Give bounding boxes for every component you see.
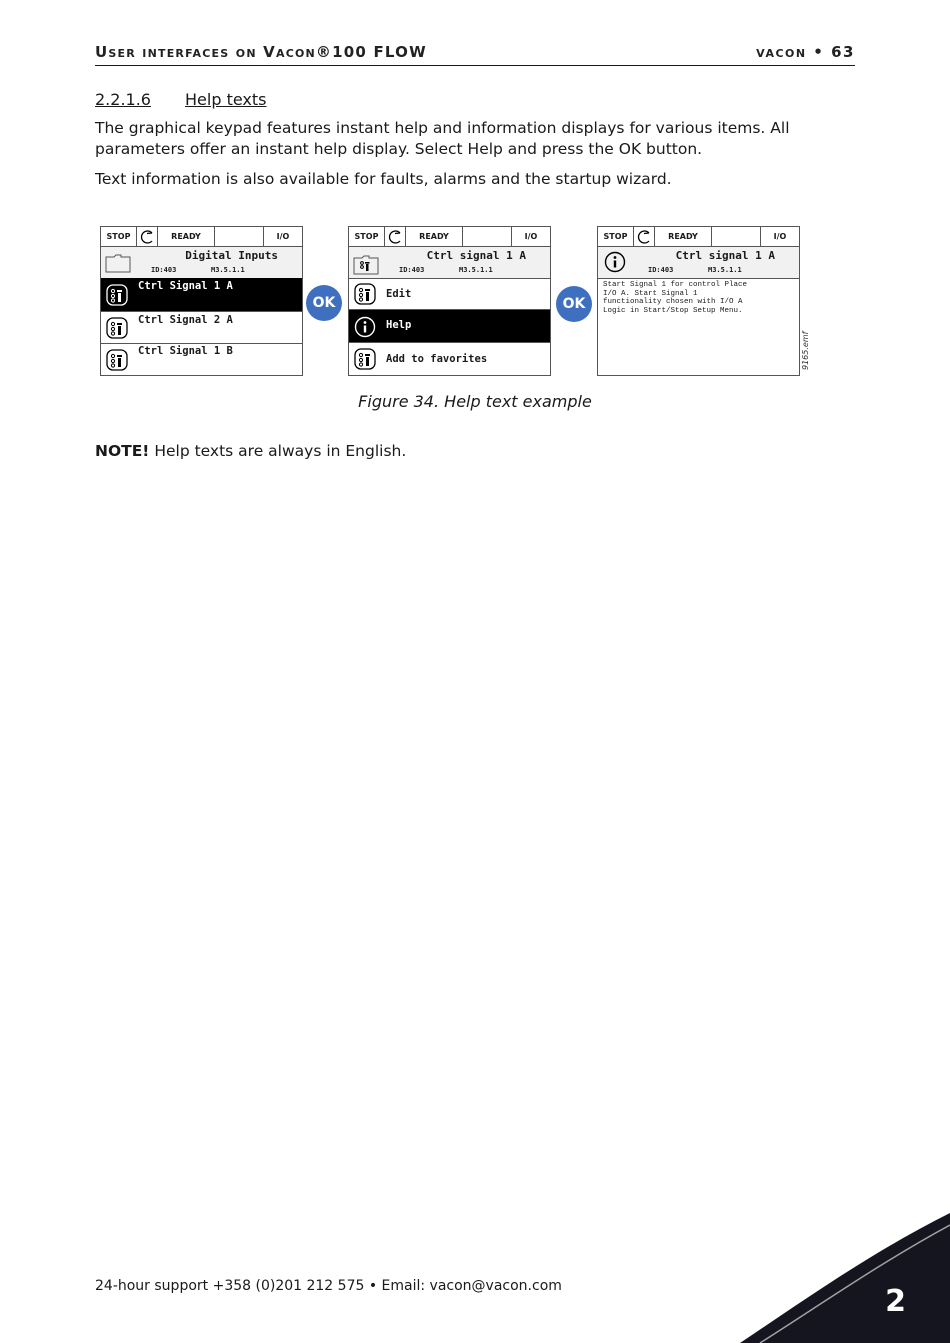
help-text-line: I/O A. Start Signal 1	[603, 289, 698, 298]
help-text-line: functionality chosen with I/O A	[603, 298, 743, 306]
menu-path: M3.5.1.1	[211, 266, 245, 274]
note	[95, 442, 406, 460]
menu-item-label: Add to favorites	[386, 353, 488, 365]
ok-button[interactable]: OK	[556, 286, 592, 322]
list-item-label: Ctrl Signal 1 B	[138, 345, 233, 357]
menu-path: M3.5.1.1	[459, 266, 493, 274]
io-folder-icon	[353, 253, 379, 279]
screen-title-bar	[101, 247, 302, 279]
rotation-icon	[634, 227, 655, 246]
corner-decoration	[740, 1213, 950, 1343]
paragraph-2: Text information is also available for faults, alarms and the startup wizard.	[95, 170, 672, 188]
keypad-screen-2	[348, 226, 551, 376]
chapter-number: 2	[885, 1284, 906, 1319]
info-icon	[604, 251, 626, 277]
menu-item-label: Edit	[386, 288, 412, 300]
help-text-line: Logic in Start/Stop Setup Menu.	[603, 306, 743, 315]
menu-path: M3.5.1.1	[708, 266, 742, 274]
page-header	[95, 43, 855, 66]
footer-support: 24-hour support +358 (0)201 212 575 • Email: vacon@vacon.com	[95, 1278, 562, 1294]
figure-caption: Figure 34. Help text example	[358, 392, 592, 411]
paragraph-1: The graphical keypad features instant help and information displays for various items. All parameters offer an instant help display. Select Help and press the OK button.	[95, 119, 790, 158]
parameter-id: ID:403	[399, 266, 425, 274]
screen-title: Digital Inputs	[185, 249, 278, 262]
screen-title: Ctrl signal 1 A	[675, 249, 775, 262]
screen-title-bar	[598, 247, 799, 279]
io-parameter-icon	[354, 348, 376, 373]
screen-title: Ctrl signal 1 A	[426, 249, 526, 262]
status-ready: READY	[158, 227, 215, 246]
help-text	[603, 281, 793, 315]
io-parameter-icon	[354, 283, 376, 308]
io-parameter-icon	[106, 349, 128, 374]
status-stop: STOP	[598, 227, 634, 246]
help-text-line: Start Signal 1 for control Place	[603, 281, 748, 289]
list-item[interactable]	[101, 312, 302, 344]
menu-item-label: Help	[386, 319, 412, 331]
rotation-icon	[137, 227, 158, 246]
keypad-screen-3	[597, 226, 800, 376]
menu-item-add-to-favorites[interactable]	[349, 343, 550, 375]
note-text: Help texts are always in English.	[149, 442, 407, 460]
list-item[interactable]	[101, 344, 302, 375]
status-bar	[598, 227, 799, 247]
status-io: I/O	[276, 232, 290, 241]
rotation-icon	[385, 227, 406, 246]
menu-item-help[interactable]	[349, 310, 550, 343]
status-bar	[101, 227, 302, 247]
list-item-label: Ctrl Signal 2 A	[138, 314, 233, 326]
status-stop: STOP	[349, 227, 385, 246]
status-stop: STOP	[101, 227, 137, 246]
header-title: User interfaces on Vacon®100 FLOW	[95, 43, 427, 61]
folder-icon	[105, 253, 131, 277]
info-icon	[354, 316, 376, 341]
io-parameter-icon	[106, 317, 128, 342]
status-io: I/O	[773, 232, 787, 241]
section-number: 2.2.1.6	[95, 90, 151, 109]
list-item[interactable]	[101, 278, 302, 312]
status-bar	[349, 227, 550, 247]
note-label: NOTE!	[95, 442, 150, 460]
keypad-screen-1	[100, 226, 303, 376]
figure-code: 9165.emf	[801, 331, 810, 370]
list-item-label: Ctrl Signal 1 A	[138, 280, 233, 292]
header-page-number: vacon • 63	[756, 43, 855, 61]
parameter-id: ID:403	[151, 266, 177, 274]
status-ready: READY	[406, 227, 463, 246]
section-title: Help texts	[185, 90, 267, 109]
section-heading	[95, 90, 267, 109]
screen-title-bar	[349, 247, 550, 279]
parameter-id: ID:403	[648, 266, 674, 274]
menu-item-edit[interactable]	[349, 278, 550, 310]
status-ready: READY	[655, 227, 712, 246]
io-parameter-icon	[106, 284, 128, 309]
ok-button[interactable]: OK	[306, 285, 342, 321]
status-io: I/O	[524, 232, 538, 241]
